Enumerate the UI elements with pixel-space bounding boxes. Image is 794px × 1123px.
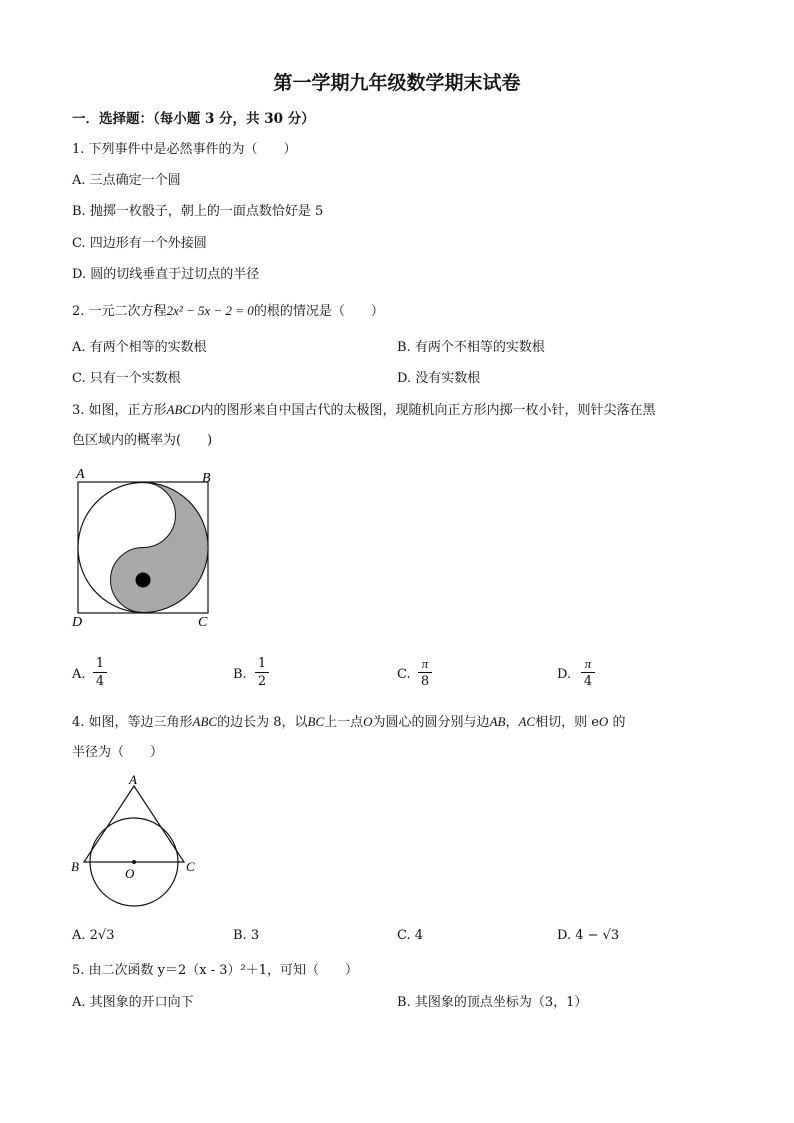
fig4-label-c: C — [186, 859, 195, 874]
q4-option-c: C. 4 — [397, 928, 424, 943]
fig3-label-c: C — [198, 615, 208, 630]
q3-option-b-letter: B. — [233, 667, 247, 682]
fig4-label-o: O — [125, 866, 135, 881]
q4-option-a: A. 2√3 — [72, 928, 115, 943]
q3-stem-line1 — [72, 401, 656, 420]
q3-option-d-letter: D. — [557, 667, 572, 682]
fig3-label-a: A — [76, 467, 85, 482]
q3-c-num: π — [421, 656, 429, 671]
page-title: 第一学期九年级数学期末试卷 — [273, 72, 521, 94]
q5-stem: 5. 由二次函数 y＝2（x - 3）²＋1，可知（ ） — [72, 963, 359, 978]
q3-d-num: π — [584, 656, 592, 671]
q1-option-c: C. 四边形有一个外接圆 — [72, 236, 207, 251]
q2-option-c: C. 只有一个实数根 — [72, 371, 181, 386]
q3-b-num: 1 — [257, 656, 267, 671]
q4-option-b: B. 3 — [233, 928, 260, 943]
q4-var-o2: O — [598, 714, 609, 729]
q4-text-d: 为圆心的圆分别与边 — [372, 715, 490, 730]
q2-option-b: B. 有两个不相等的实数根 — [397, 340, 545, 355]
q3-a-num: 1 — [95, 656, 105, 671]
q4-var-o: O — [363, 714, 373, 729]
q4-var-ab: AB — [489, 714, 506, 729]
q3-stem-pre: 3. 如图，正方形 — [72, 403, 167, 418]
q2-equation: 2x² − 5x − 2 = 0 — [166, 303, 254, 318]
q2-option-a: A. 有两个相等的实数根 — [72, 340, 207, 355]
q4-stem-line2: 半径为（ ） — [72, 745, 164, 760]
q2-stem-post: 的根的情况是（ ） — [253, 304, 384, 319]
q3-b-den: 2 — [257, 674, 267, 689]
q4-text-a: 4. 如图，等边三角形 — [72, 715, 193, 730]
q5-option-b: B. 其图象的顶点坐标为（3，1） — [397, 995, 588, 1010]
q3-stem-post: 内的图形来自中国古代的太极图，现随机向正方形内掷一枚小针，则针尖落在黑 — [200, 403, 656, 418]
q4-text-e: ， — [505, 715, 519, 730]
q3-a-den: 4 — [95, 674, 105, 689]
taiji-figure — [66, 462, 226, 632]
fig3-label-d: D — [72, 615, 83, 630]
q2-stem-pre: 2. 一元二次方程 — [72, 304, 167, 319]
q3-d-den: 4 — [583, 674, 593, 689]
q1-stem: 1. 下列事件中是必然事件的为（ ） — [72, 142, 297, 157]
q4-text-f: 相切，则 e — [535, 715, 599, 730]
q3-option-c-letter: C. — [397, 667, 411, 682]
q3-var-abcd: ABCD — [166, 402, 201, 417]
fig4-label-b: B — [71, 859, 79, 874]
q4-text-g: 的 — [608, 715, 626, 730]
q4-var-abc: ABC — [192, 714, 218, 729]
q4-text-b: 的边长为 8，以 — [217, 715, 308, 730]
q3-option-c-fraction — [418, 656, 432, 689]
q3-option-b-fraction — [255, 656, 269, 689]
q4-text-c: 上一点 — [324, 715, 364, 730]
q2-stem — [72, 302, 384, 321]
q1-option-d: D. 圆的切线垂直于过切点的半径 — [72, 267, 260, 282]
q4-option-d: D. 4 − √3 — [557, 928, 620, 943]
q1-option-b: B. 抛掷一枚骰子，朝上的一面点数恰好是 5 — [72, 204, 324, 219]
fig3-label-b: B — [202, 471, 211, 486]
q5-option-a: A. 其图象的开口向下 — [72, 995, 194, 1010]
q4-var-bc: BC — [307, 714, 325, 729]
triangle-circle-figure — [66, 772, 206, 912]
q3-option-a-letter: A. — [72, 667, 86, 682]
q3-c-den: 8 — [420, 674, 430, 689]
q3-option-a-fraction — [93, 656, 107, 689]
q3-option-d-fraction — [581, 656, 595, 689]
fig4-label-a: A — [129, 772, 137, 787]
section-heading: 一．选择题：（每小题 3 分，共 30 分） — [72, 111, 315, 127]
q4-var-ac: AC — [518, 714, 536, 729]
q3-stem-line2: 色区域内的概率为( ) — [72, 433, 213, 448]
q2-option-d: D. 没有实数根 — [397, 371, 481, 386]
q1-option-a: A. 三点确定一个圆 — [72, 173, 181, 188]
q4-stem-line1 — [72, 713, 625, 732]
